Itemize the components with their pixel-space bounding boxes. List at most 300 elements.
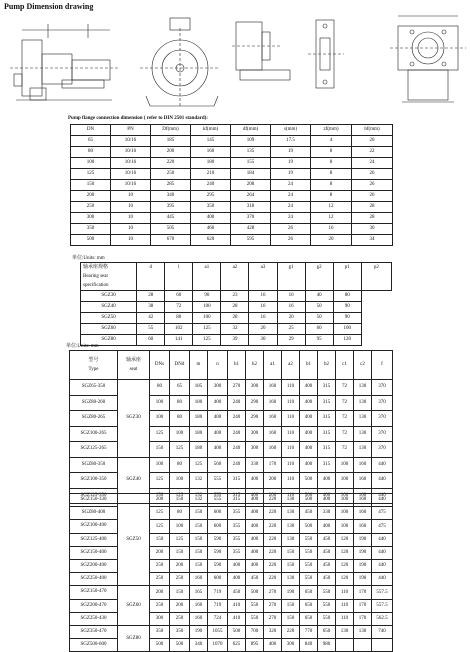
flange-cell: 184 [231, 169, 271, 180]
pump-cell: 550 [300, 533, 318, 546]
pump-cell: 400 [246, 533, 264, 546]
pump-cell: 100 [150, 395, 170, 411]
pump-cell: 400 [318, 494, 336, 507]
pump-header-cell: n [208, 351, 228, 380]
pump-cell: 555 [208, 488, 228, 504]
pump-type-cell: SGZ150-330 [70, 494, 118, 507]
pump-cell: 200 [150, 546, 170, 559]
pump-cell: 550 [318, 599, 336, 612]
pump-header-cell: f [372, 351, 393, 380]
pump-cell: 625 [228, 639, 246, 652]
flange-cell: 19 [271, 158, 311, 169]
pump-type-cell: SGZ250-430 [70, 612, 118, 625]
pump-cell: 220 [264, 520, 282, 533]
pump-cell: 190 [354, 533, 372, 546]
flange-cell: 370 [231, 213, 271, 224]
pump-cell: 220 [264, 494, 282, 507]
pump-type-cell: SGZ125-350 [70, 488, 118, 504]
bearing-cell: SGZ40 [81, 302, 137, 313]
pump-cell: 330 [246, 457, 264, 473]
flange-cell: 250 [151, 169, 191, 180]
flange-row [71, 224, 393, 235]
pump-cell: 110 [282, 442, 300, 458]
pump-cell: 400 [228, 573, 246, 586]
pump-cell: 200 [150, 586, 170, 599]
pump-cell: 110 [282, 473, 300, 489]
pump-cell: 557.5 [372, 599, 393, 612]
flange-cell: 460 [191, 224, 231, 235]
pump-cell: 80 [170, 411, 190, 427]
flange-cell: 180 [191, 158, 231, 169]
flange-cell: 155 [231, 158, 271, 169]
pump-cell: 190 [354, 560, 372, 573]
pump-cell: 400 [318, 520, 336, 533]
bearing-cell: 90 [333, 302, 361, 313]
pump-cell: 130 [282, 494, 300, 507]
pump-type-cell: SGZ80-400 [70, 507, 118, 520]
pump-cell: 125 [150, 426, 170, 442]
flange-header-cell: bf(mm) [352, 125, 393, 136]
flange-cell: 340 [151, 191, 191, 202]
flange-cell: 24 [271, 213, 311, 224]
pump-cell: 160 [190, 599, 208, 612]
pump-cell: 125 [150, 507, 170, 520]
pump-cell: 590 [208, 546, 228, 559]
pump-cell: 150 [190, 560, 208, 573]
pump-cell: 160 [264, 426, 282, 442]
flange-cell: 10 [111, 235, 151, 246]
pump-cell: 500 [300, 488, 318, 504]
bearing-cell: 16 [277, 302, 305, 313]
pump-cell: 185 [190, 380, 208, 396]
bearing-cell: 80 [333, 291, 361, 302]
flange-cell: 135 [231, 147, 271, 158]
bearing-header-cell: p2 [361, 263, 391, 291]
pump-cell: 100 [170, 473, 190, 489]
pump-cell: 110 [282, 395, 300, 411]
pump-cell: 120 [336, 573, 354, 586]
front-view-drawing [140, 18, 220, 106]
bearing-header-cell: g2 [305, 263, 333, 291]
pump-cell: 400 [300, 411, 318, 427]
flange-cell: 500 [71, 235, 111, 246]
pump-cell: 120 [336, 560, 354, 573]
flange-cell: 10/16 [111, 169, 151, 180]
flange-cell: 20 [352, 136, 393, 147]
flange-caption: Pump flange connection dimension ( refer to DIN 2501 standard): [68, 116, 208, 121]
pump-header-cell: b1 [300, 351, 318, 380]
pump-cell: 400 [300, 457, 318, 473]
flange-cell: 4 [311, 136, 352, 147]
bearing-cell: 90 [193, 291, 221, 302]
pump-type-cell: SGZ100-400 [70, 520, 118, 533]
pump-seat-cell: SGZ30 [118, 380, 150, 458]
pump-cell: 400 [300, 395, 318, 411]
flange-cell: 670 [151, 235, 191, 246]
pump-cell: 150 [190, 533, 208, 546]
pump-cell: 110 [336, 586, 354, 599]
pump-cell: 550 [318, 612, 336, 625]
bearing-cell: 50 [305, 313, 333, 324]
flange-cell: 12 [311, 202, 352, 213]
flange-row [71, 191, 393, 202]
pump-type-cell: SGZ200-400 [70, 560, 118, 573]
pump-cell: 250 [150, 573, 170, 586]
pump-cell: 100 [336, 507, 354, 520]
bearing-cell: 28 [221, 302, 249, 313]
pump-header-row [70, 351, 393, 380]
pump-cell: 80 [170, 395, 190, 411]
pump-type-cell: SGZ80-260 [70, 395, 118, 411]
pump-row [70, 494, 393, 507]
flange-cell: 300 [71, 213, 111, 224]
flange-cell: 395 [151, 202, 191, 213]
pump-cell: 125 [190, 457, 208, 473]
pump-cell: 270 [264, 612, 282, 625]
pump-cell: 1055 [208, 626, 228, 639]
pump-cell: 555 [208, 473, 228, 489]
pump-cell: 80 [170, 457, 190, 473]
bearing-cell: SGZ60 [81, 324, 137, 335]
flange-cell: 210 [191, 169, 231, 180]
pump-type-cell: SGZ65-350 [70, 380, 118, 396]
pump-cell: 270 [264, 586, 282, 599]
pump-cell: 110 [282, 488, 300, 504]
pump-cell: 165 [190, 586, 208, 599]
pump-cell: 400 [246, 560, 264, 573]
flange-cell: 295 [191, 191, 231, 202]
flange-cell: 620 [191, 235, 231, 246]
pump-cell: 100 [336, 473, 354, 489]
flange-cell: 109 [231, 136, 271, 147]
pump-cell: 440 [372, 546, 393, 559]
pump-cell: 440 [372, 573, 393, 586]
pump-cell: 450 [228, 586, 246, 599]
pump-cell: 65 [170, 380, 190, 396]
pump-cell: 132 [190, 488, 208, 504]
pump-cell: 100 [150, 411, 170, 427]
bearing-row [81, 313, 392, 324]
pump-cell: 240 [228, 442, 246, 458]
pump-cell: 160 [264, 411, 282, 427]
flange-cell: 22 [352, 147, 393, 158]
pump-header-cell: DNd [170, 351, 190, 380]
pump-type-header-line: 型号 [88, 358, 99, 363]
pump-cell: 370 [372, 395, 393, 411]
pump-table-continued [69, 493, 393, 652]
pump-cell: 400 [318, 473, 336, 489]
pump-cell: 770 [300, 626, 318, 639]
pump-cell: 190 [190, 626, 208, 639]
flange-cell: 26 [271, 235, 311, 246]
pump-cell: 190 [354, 573, 372, 586]
bearing-cell: 20 [277, 313, 305, 324]
flange-table [70, 124, 393, 246]
flange-cell: 10/16 [111, 158, 151, 169]
pump-header-cell: b2 [318, 351, 336, 380]
flange-cell: 10 [111, 224, 151, 235]
pump-cell: 450 [300, 507, 318, 520]
pump-cell: 100 [170, 520, 190, 533]
pump-cell: 410 [228, 612, 246, 625]
pump-cell: 220 [264, 560, 282, 573]
pump-cell: 130 [354, 380, 372, 396]
pump-cell: 160 [354, 494, 372, 507]
bearing-header-cell: p1 [333, 263, 361, 291]
pump-cell: 200 [264, 488, 282, 504]
pump-cell: 150 [150, 533, 170, 546]
pump-type-cell: SGZ350-470 [70, 626, 118, 639]
pump-type-cell: SGZ250-400 [70, 573, 118, 586]
flange-cell: 17.5 [271, 136, 311, 147]
pump-cell: 500 [300, 473, 318, 489]
pump-header-cell: h2 [246, 351, 264, 380]
flange-cell: 34 [352, 235, 393, 246]
flange-cell: 12 [311, 213, 352, 224]
pump-cell: 440 [372, 533, 393, 546]
flange-cell: 65 [71, 136, 111, 147]
pump-cell: 980 [318, 639, 336, 652]
pump-cell: 160 [264, 442, 282, 458]
bearing-cell: 40 [305, 291, 333, 302]
pump-cell: 200 [170, 560, 190, 573]
pump-cell: 150 [282, 560, 300, 573]
flange-header-cell: s(mm) [271, 125, 311, 136]
pump-type-cell: SGZ150-400 [70, 546, 118, 559]
pump-seat-header-line: seat [129, 367, 138, 372]
pump-cell: 120 [336, 546, 354, 559]
flange-cell: 24 [271, 202, 311, 213]
pump-cell: 110 [336, 599, 354, 612]
pump-cell: 110 [336, 612, 354, 625]
flange-cell: 26 [352, 169, 393, 180]
pump-header-cell: a1 [264, 351, 282, 380]
pump-cell: 180 [190, 426, 208, 442]
flange-header-cell: zf(mm) [311, 125, 352, 136]
flange-cell: 28 [352, 202, 393, 213]
flange-cell: 26 [271, 224, 311, 235]
flange-cell: 19 [271, 169, 311, 180]
bearing-header-cell: a3 [249, 263, 277, 291]
pump-cell: 400 [300, 442, 318, 458]
pump-cell: 125 [170, 488, 190, 504]
flange-cell: 125 [71, 169, 111, 180]
pump-cell: 550 [300, 546, 318, 559]
pump-type-cell: SGZ200-470 [70, 599, 118, 612]
pump-cell: 300 [246, 442, 264, 458]
pump-cell: 600 [208, 507, 228, 520]
pump-cell: 110 [282, 411, 300, 427]
pump-cell: 560 [208, 457, 228, 473]
pump-cell: 450 [318, 560, 336, 573]
bearing-spec-header-line: specification [83, 283, 109, 288]
pump-cell: 500 [300, 494, 318, 507]
flange-cell: 8 [311, 147, 352, 158]
pump-cell: 132 [190, 494, 208, 507]
pump-cell: 355 [228, 533, 246, 546]
bearing-header-cell: a1 [193, 263, 221, 291]
pump-cell: 240 [228, 426, 246, 442]
flange-row [71, 180, 393, 191]
pump-cell: 160 [264, 395, 282, 411]
pump-type-cell: SGZ100-265 [70, 426, 118, 442]
pump-cell: 160 [354, 457, 372, 473]
bearing-cell: 100 [193, 302, 221, 313]
flange-cell: 19 [271, 147, 311, 158]
pump-cell: 130 [354, 442, 372, 458]
flange-cell: 10 [111, 213, 151, 224]
pump-header-cell: c2 [354, 351, 372, 380]
pump-type-header-line: Type [88, 367, 99, 372]
pump-cell: 700 [246, 626, 264, 639]
bearing-spec-header-line: Bearing seat [83, 274, 108, 279]
pump-cell: 250 [170, 612, 190, 625]
flange-cell: 24 [271, 180, 311, 191]
pump-cell: 400 [300, 426, 318, 442]
pump-cell: 170 [354, 612, 372, 625]
pump-cell: 315 [318, 426, 336, 442]
bearing-cell: 39 [221, 335, 249, 346]
pump-cell: 130 [354, 411, 372, 427]
bearing-cell: 38 [137, 302, 165, 313]
pump-cell: 150 [190, 520, 208, 533]
pump-cell: 400 [208, 426, 228, 442]
pump-cell: 300 [150, 612, 170, 625]
flange-cell: 505 [151, 224, 191, 235]
flange-cell: 350 [71, 224, 111, 235]
pump-cell: 220 [264, 533, 282, 546]
bearing-spec-header [81, 263, 137, 291]
pump-cell: 120 [336, 533, 354, 546]
pump-cell: 500 [246, 586, 264, 599]
pump-cell: 270 [228, 380, 246, 396]
flange-cell: 318 [231, 202, 271, 213]
pump-cell: 150 [170, 494, 190, 507]
pump-cell: 300 [246, 426, 264, 442]
pump-cell: 719 [208, 586, 228, 599]
bearing-cell: 20 [249, 324, 277, 335]
pump-cell: 130 [282, 507, 300, 520]
pump-cell: 355 [228, 546, 246, 559]
pump-cell: 150 [150, 488, 170, 504]
pump-cell: 150 [190, 546, 208, 559]
pump-cell: 160 [354, 473, 372, 489]
flange-header-cell: PN [111, 125, 151, 136]
pump-cell: 80 [170, 507, 190, 520]
flange-cell: 24 [271, 191, 311, 202]
pump-cell: 400 [246, 507, 264, 520]
pump-cell: 200 [264, 473, 282, 489]
flange-cell: 8 [311, 180, 352, 191]
pump-cell: 550 [300, 573, 318, 586]
pump-cell: 100 [336, 494, 354, 507]
bearing-seat-drawing [232, 22, 290, 80]
pump-cell: 370 [372, 380, 393, 396]
pump-cell: 450 [318, 546, 336, 559]
pump-header-cell: m [190, 351, 208, 380]
pump-cell: 440 [372, 488, 393, 504]
flange-row [71, 169, 393, 180]
flange-header-row [71, 125, 393, 136]
pump-cell: 350 [150, 626, 170, 639]
bearing-cell: 100 [193, 313, 221, 324]
flange-cell: 208 [231, 180, 271, 191]
pump-cell: 475 [372, 507, 393, 520]
pump-cell: 340 [190, 639, 208, 652]
pump-cell: 150 [282, 612, 300, 625]
pump-cell: 400 [246, 488, 264, 504]
pump-row [70, 380, 393, 396]
pump-header-cell: DNs [150, 351, 170, 380]
flange-cell: 350 [191, 202, 231, 213]
pump-cell: 315 [228, 494, 246, 507]
flange-cell: 10 [111, 191, 151, 202]
flange-cell: 100 [71, 158, 111, 169]
bearing-cell: 90 [333, 313, 361, 324]
flange-cell: 264 [231, 191, 271, 202]
pump-row [70, 457, 393, 473]
flange-cell: 185 [151, 136, 191, 147]
flange-cell: 26 [352, 191, 393, 202]
flange-cell: 428 [231, 224, 271, 235]
bearing-cell: 29 [277, 335, 305, 346]
bearing-spec-header-line: 轴承座规格 [83, 265, 109, 270]
bearing-cell: 60 [305, 324, 333, 335]
pump-cell: 550 [246, 599, 264, 612]
bearing-cell: 28 [137, 291, 165, 302]
pump-cell: 110 [282, 380, 300, 396]
pump-cell: 315 [318, 442, 336, 458]
pump-seat-cell: SGZ40 [118, 457, 150, 504]
flange-cell: 30 [352, 224, 393, 235]
pump-cell: 320 [264, 626, 282, 639]
pump-cell: 440 [372, 560, 393, 573]
bearing-cell: 16 [249, 313, 277, 324]
bearing-cell: 102 [165, 324, 193, 335]
pump-cell: 150 [150, 442, 170, 458]
flange-header-cell: df(mm) [231, 125, 271, 136]
pump-cell: 315 [228, 473, 246, 489]
pump-cell: 110 [282, 426, 300, 442]
pump-cell: 72 [336, 442, 354, 458]
pump-cell: 80 [150, 380, 170, 396]
pump-cell: 650 [318, 626, 336, 639]
pump-cell: 550 [246, 612, 264, 625]
pump-cell: 500 [228, 626, 246, 639]
bearing-header-cell: d [137, 263, 165, 291]
pump-row [70, 626, 393, 639]
pump-cell: 250 [150, 560, 170, 573]
bearing-cell: 95 [305, 335, 333, 346]
pump-cell: 370 [372, 411, 393, 427]
pump-cell: 719 [208, 599, 228, 612]
pump-cell: 200 [150, 494, 170, 507]
pump-cell: 290 [246, 411, 264, 427]
pump-cell: 180 [190, 442, 208, 458]
pump-cell: 500 [300, 520, 318, 533]
pump-cell: 450 [318, 533, 336, 546]
pump-cell: 130 [354, 395, 372, 411]
pump-cell: 240 [228, 395, 246, 411]
shaft-end-drawing [308, 20, 344, 88]
pump-cell: 160 [354, 488, 372, 504]
flange-header-cell: kf(mm) [191, 125, 231, 136]
bearing-cell: 72 [165, 302, 193, 313]
flange-header-cell: DN [71, 125, 111, 136]
pump-cell: 180 [190, 411, 208, 427]
pump-cell: 315 [318, 411, 336, 427]
pump-cell: 355 [228, 507, 246, 520]
